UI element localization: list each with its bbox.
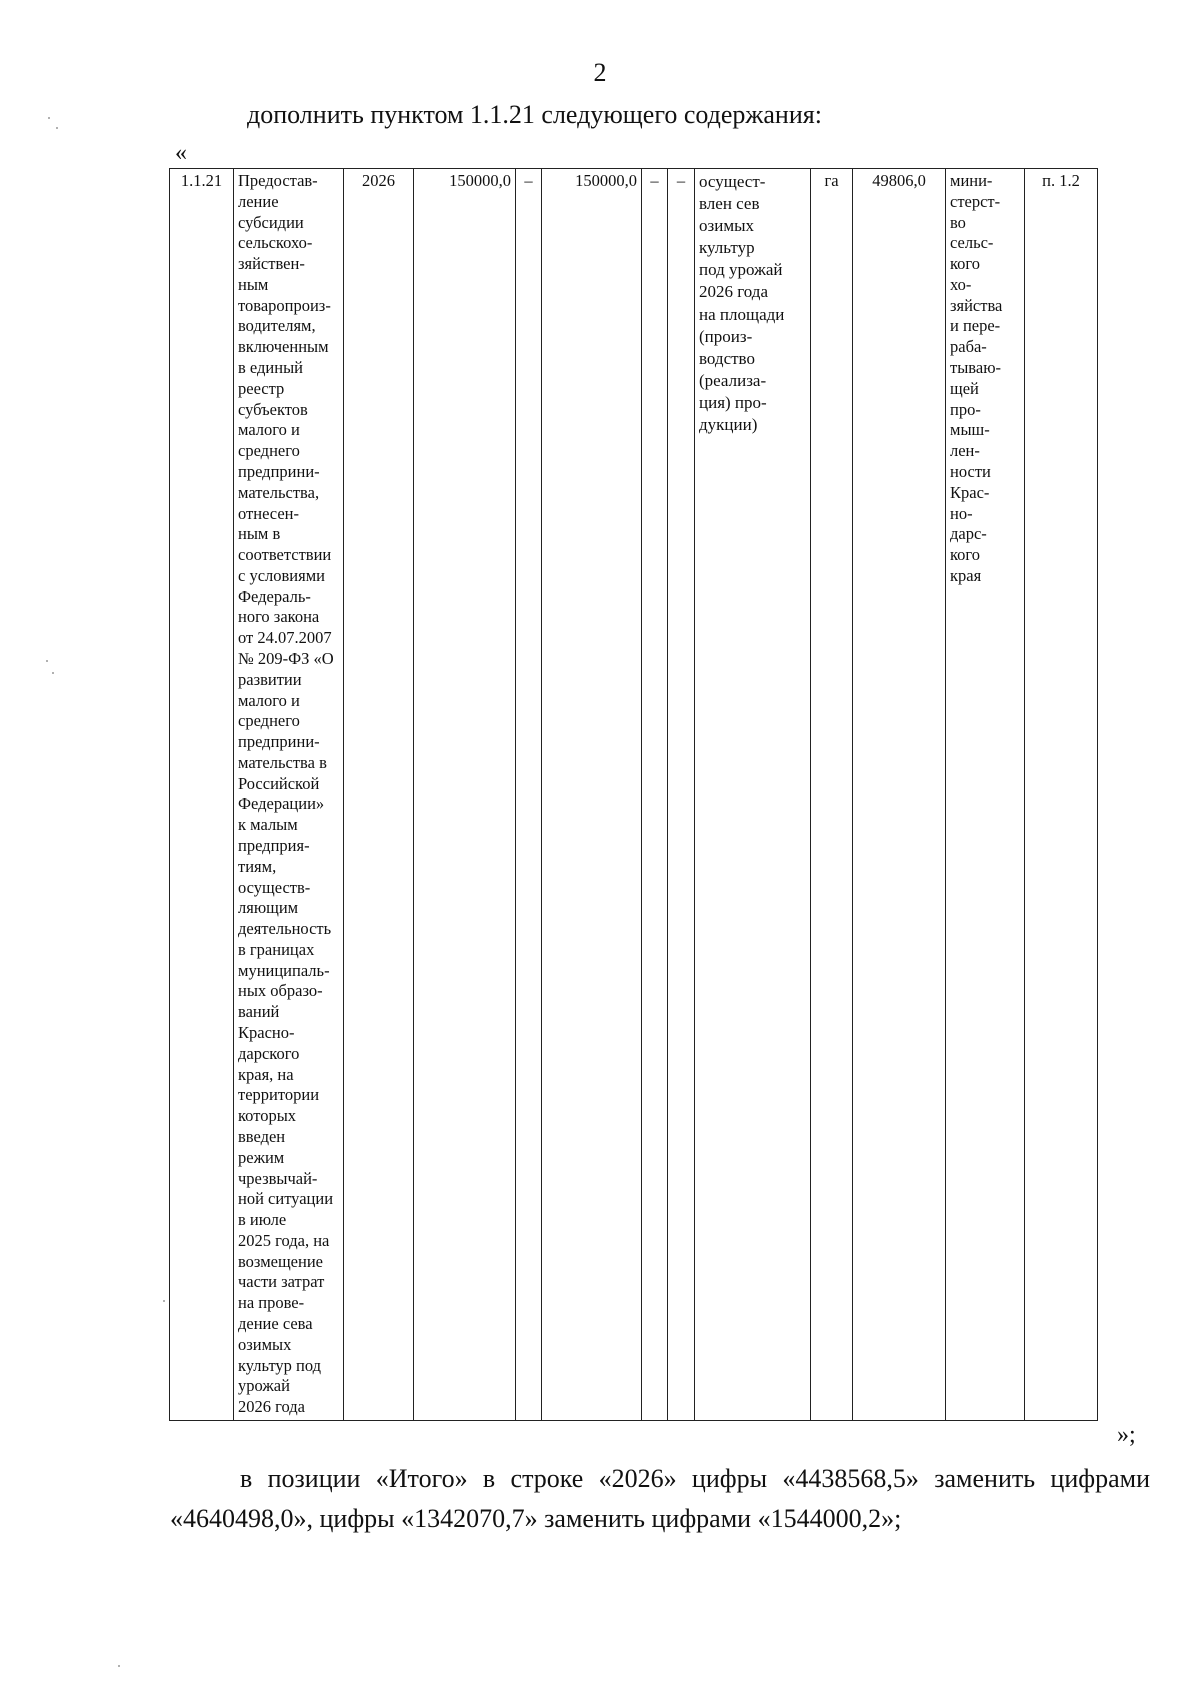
scan-speck bbox=[56, 127, 58, 129]
executor-cell: мини- стерст- во сельс- кого хо- зяйства и пере- раба- тываю- щей про- мыш- лен- ности Крас- но- дарс- кого края bbox=[946, 169, 1025, 1421]
page-number: 2 bbox=[593, 58, 607, 87]
program-table bbox=[169, 168, 1098, 1421]
federal-budget-cell: – bbox=[516, 169, 542, 1421]
intro-text: дополнить пунктом 1.1.21 следующего содержания: bbox=[247, 100, 822, 129]
amendment-paragraph: в позиции «Итого» в строке «2026» цифры «4438568,5» заменить цифрами «4640498,0», цифры «1342070,7» заменить цифрами «1544000,2»; bbox=[170, 1464, 1150, 1533]
scan-speck bbox=[118, 1665, 120, 1667]
value-cell: 49806,0 bbox=[853, 169, 946, 1421]
unit-cell: га bbox=[811, 169, 853, 1421]
regional-budget-cell: 150000,0 bbox=[542, 169, 642, 1421]
other-sources-cell: – bbox=[668, 169, 695, 1421]
local-budget-cell: – bbox=[642, 169, 668, 1421]
total-amount-cell: 150000,0 bbox=[414, 169, 516, 1421]
reference-cell: п. 1.2 bbox=[1025, 169, 1098, 1421]
scan-speck bbox=[48, 117, 50, 119]
scan-speck bbox=[163, 1300, 165, 1302]
scan-speck bbox=[52, 672, 54, 674]
scan-speck bbox=[46, 660, 48, 662]
description-cell: Предостав- ление субсидии сельскохо- зяйствен- ным товаропроиз- водителям, включенным в единый реестр субъектов малого и среднего предприни- мательства, отнесен- ным в соответствии с условиями Федераль- ного закона от 24.07.2007 № 209-ФЗ «О развитии малого и среднего предприни- мательства в Российской Федерации» к малым предприя- тиям, осуществ- ляющим деятельность в границах муниципаль- ных образо- ваний Красно- дарского края, на территории которых введен режим чрезвычай- ной ситуации в июле 2025 года, на возмещение части затрат на прове- дение сева озимых культур под урожай 2026 года bbox=[234, 169, 344, 1421]
year-cell: 2026 bbox=[344, 169, 414, 1421]
close-quote: »; bbox=[1117, 1422, 1136, 1448]
row-number-cell: 1.1.21 bbox=[170, 169, 234, 1421]
table-row bbox=[170, 169, 1098, 1421]
result-cell: осущест- влен сев озимых культур под урожай 2026 года на площади (произ- водство (реализа- ция) про- дукции) bbox=[695, 169, 811, 1421]
open-quote: « bbox=[175, 140, 187, 166]
